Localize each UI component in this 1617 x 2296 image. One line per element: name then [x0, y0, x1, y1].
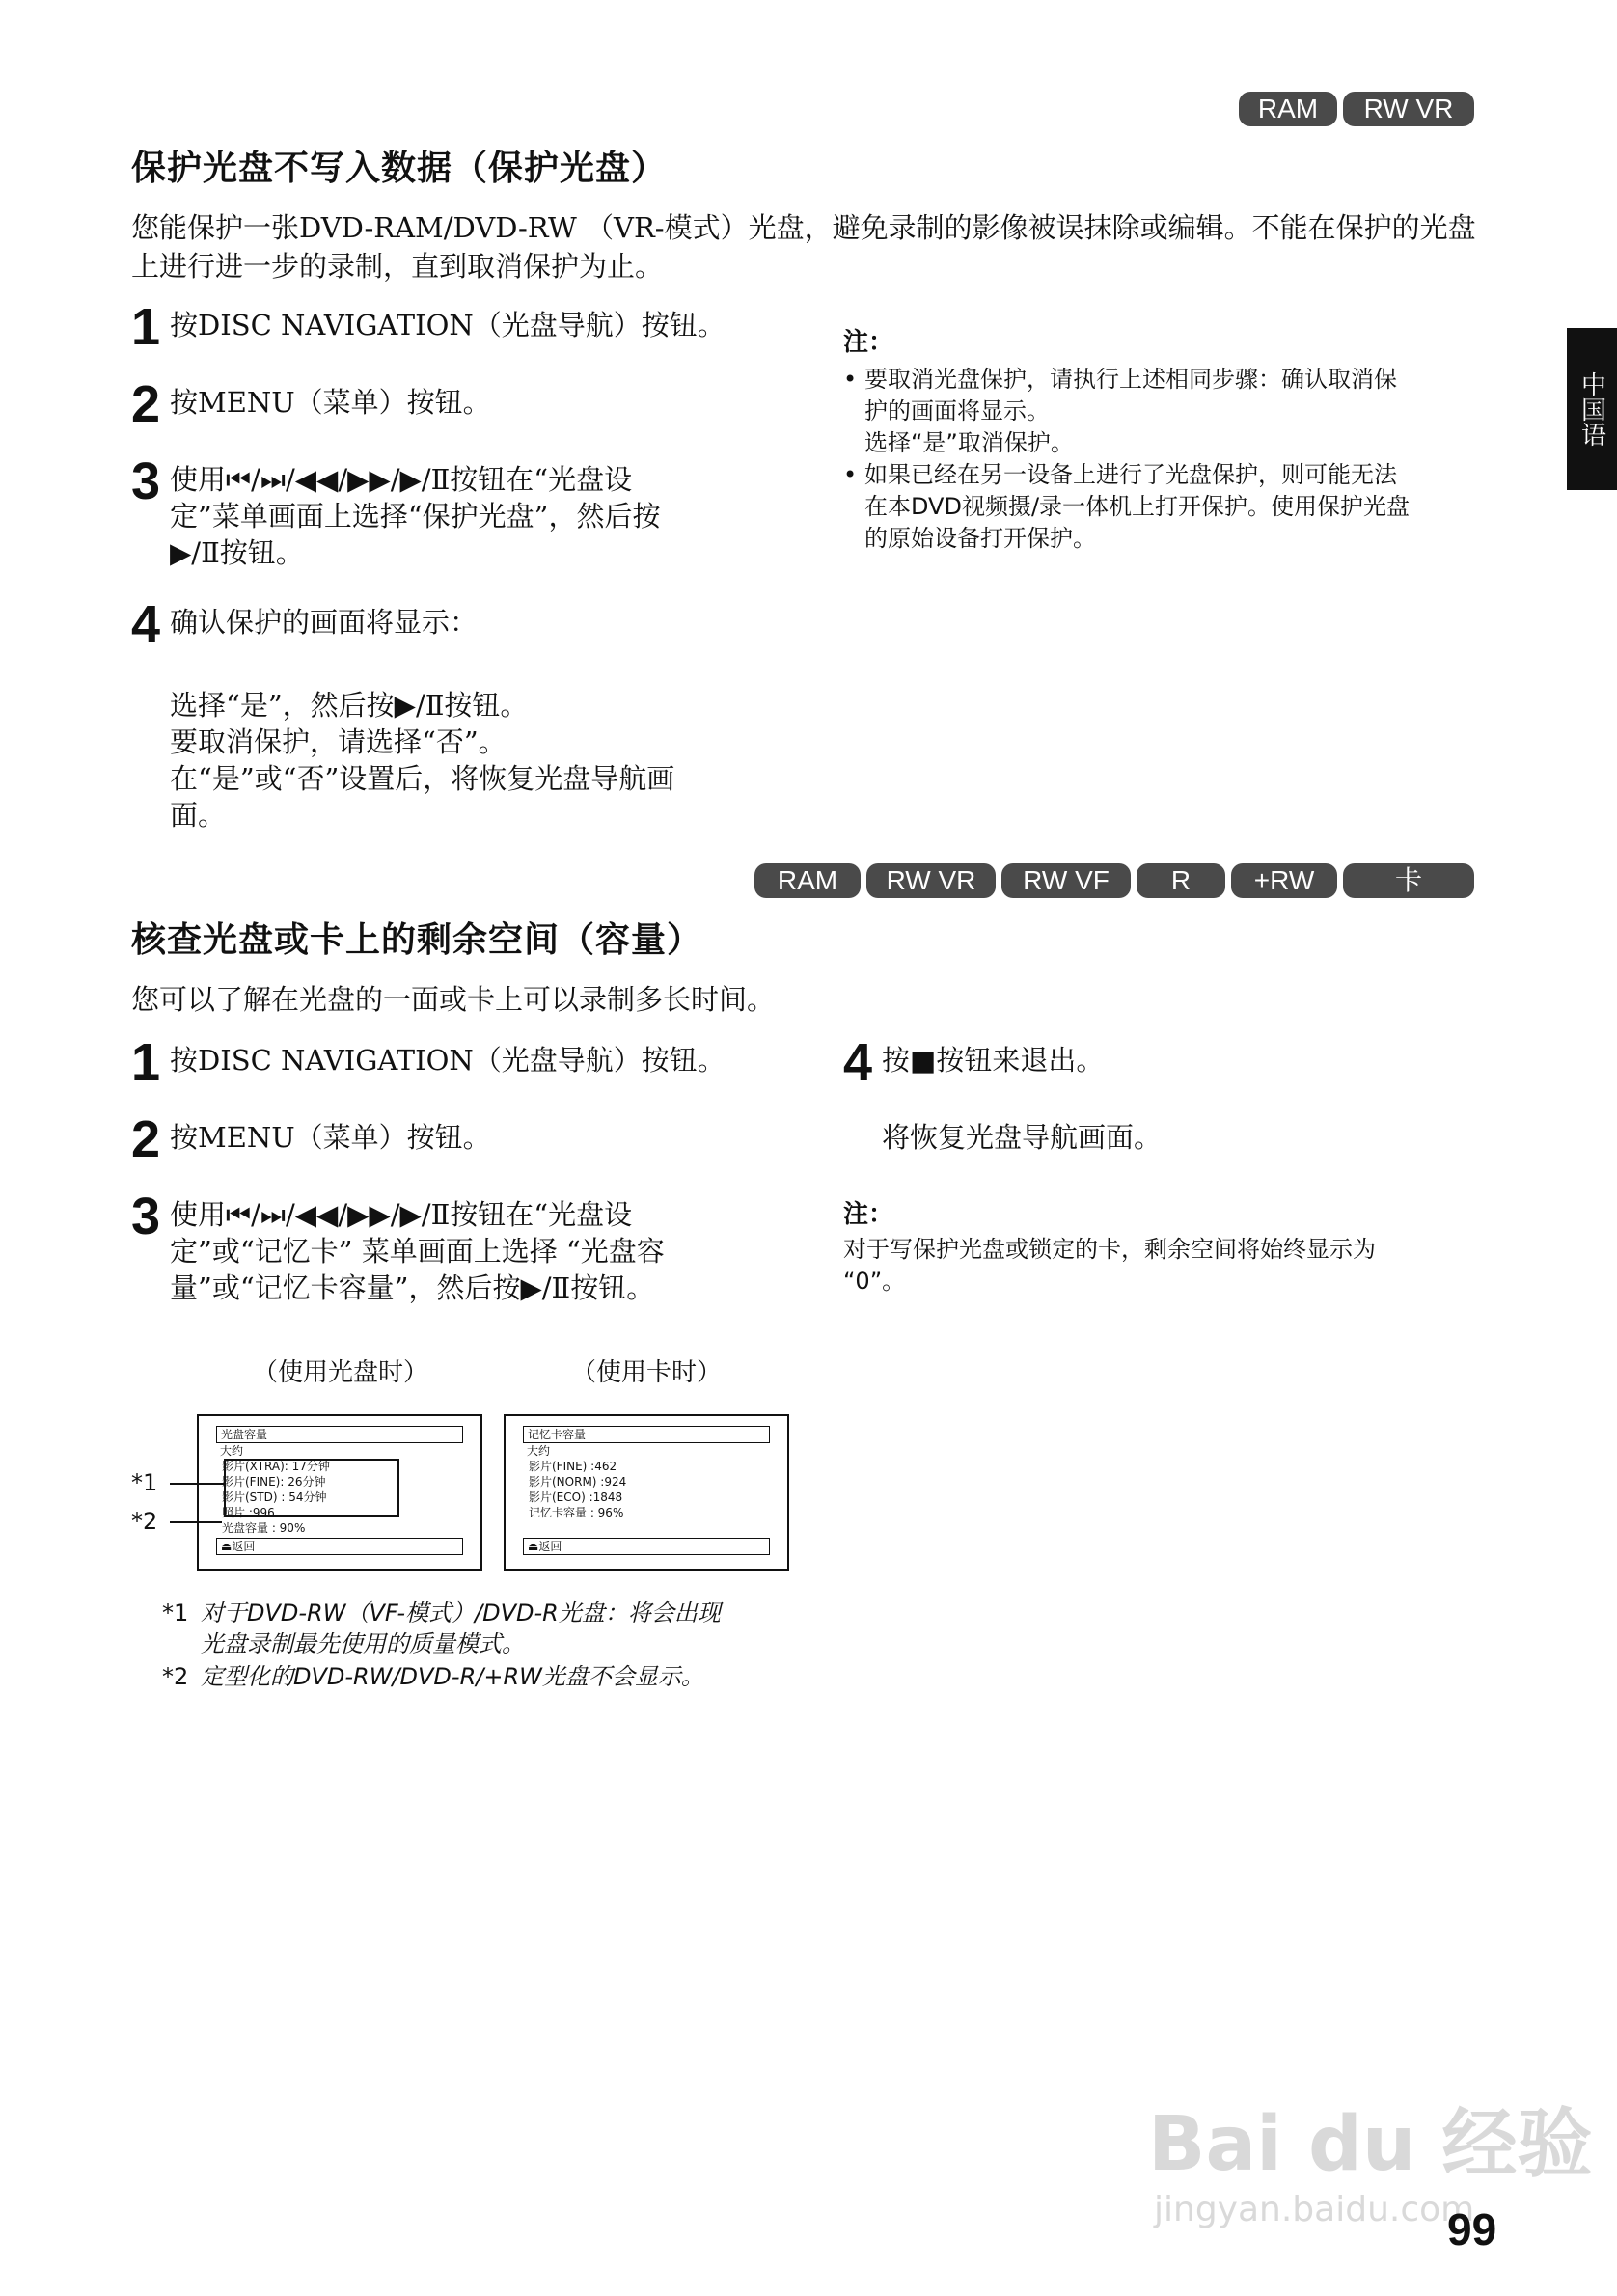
- step-text: 使用⏮/⏭/◀◀/▶▶/▶/Ⅱ按钮在“光盘设 定”菜单画面上选择“保护光盘”，然后按 ▶/Ⅱ按钮。: [170, 463, 661, 569]
- screen-approx: 大约: [220, 1444, 244, 1458]
- highlight-box: [224, 1459, 399, 1517]
- watermark-url: jingyan.baidu.com: [1154, 2190, 1475, 2229]
- language-side-tab: [1567, 328, 1617, 490]
- callout-1-line: [170, 1483, 224, 1485]
- section1-notes: [843, 322, 1519, 555]
- screen-approx: 大约: [527, 1444, 551, 1458]
- step-3: [131, 1188, 807, 1306]
- step-number: 4: [131, 595, 161, 653]
- step-text: 按MENU（菜单）按钮。: [170, 1121, 491, 1154]
- back-label: 返回: [232, 1540, 256, 1553]
- card-capacity-screen: [504, 1414, 789, 1571]
- note-title: 注：: [843, 1200, 894, 1229]
- step-3: [131, 452, 807, 571]
- page-number: 99: [1447, 2204, 1497, 2255]
- step-number: 1: [131, 1033, 161, 1091]
- section1-tags: [1239, 92, 1474, 126]
- step4-detail: 将恢复光盘导航画面。: [882, 1121, 1163, 1154]
- section2-right: [843, 1033, 1519, 1298]
- screen-title: 光盘容量: [216, 1426, 463, 1443]
- step-text: 按MENU（菜单）按钮。: [170, 386, 491, 419]
- step-number: 2: [131, 1110, 161, 1168]
- callout-2-label: *2: [131, 1508, 158, 1535]
- section1-title: 保护光盘不写入数据（保护光盘）: [131, 149, 668, 188]
- tag-r: R: [1137, 863, 1225, 898]
- step-text: 使用⏮/⏭/◀◀/▶▶/▶/Ⅱ按钮在“光盘设 定”或“记忆卡” 菜单画面上选择 “光盘容 量”或“记忆卡容量”，然后按▶/Ⅱ按钮。: [170, 1198, 665, 1304]
- footnote-mark: *1: [162, 1599, 189, 1626]
- tag-card: 卡: [1343, 863, 1474, 898]
- section2-title: 核查光盘或卡上的剩余空间（容量）: [131, 920, 703, 960]
- bullet-icon: •: [843, 461, 858, 488]
- tag-ram: RAM: [1239, 92, 1337, 126]
- section2-intro: 您可以了解在光盘的一面或卡上可以录制多长时间。: [131, 983, 776, 1016]
- callout-2-line: [170, 1521, 222, 1523]
- step-text: 按DISC NAVIGATION（光盘导航）按钮。: [170, 309, 726, 342]
- tag-ram: RAM: [754, 863, 861, 898]
- step-text: 按DISC NAVIGATION（光盘导航）按钮。: [170, 1044, 726, 1077]
- back-label: 返回: [538, 1540, 562, 1553]
- tag-rw-vr: RW VR: [1343, 92, 1474, 126]
- step-number: 4: [843, 1033, 873, 1091]
- footnotes: [162, 1598, 818, 1692]
- screen-back: [216, 1538, 463, 1555]
- step-text: 按■按钮来退出。: [882, 1044, 1105, 1077]
- screen-row: 照片 :996: [222, 1506, 275, 1519]
- step4-detail: 选择“是”，然后按▶/Ⅱ按钮。 要取消保护，请选择“否”。 在“是”或“否”设置后，将恢复光盘导航画 面。: [170, 689, 675, 832]
- footnote-mark: *2: [162, 1663, 189, 1690]
- return-icon: ⏏: [528, 1540, 539, 1553]
- side-tab-label: 中国语: [1576, 371, 1606, 447]
- step-1: [131, 298, 807, 356]
- section2-tags: [754, 863, 1474, 898]
- step-1: [131, 1033, 807, 1091]
- callout-1-label: *1: [131, 1469, 158, 1496]
- caption-card: （使用卡时）: [571, 1358, 723, 1387]
- screen-row: 影片(STD) : 54分钟: [222, 1490, 327, 1504]
- step-2: [131, 1110, 807, 1168]
- baidu-logo-watermark: Bai du 经验: [1148, 2101, 1593, 2188]
- note-text: 对于写保护光盘或锁定的卡，剩余空间将始终显示为 “0”。: [843, 1236, 1376, 1295]
- screen-row: 影片(XTRA): 17分钟: [222, 1460, 330, 1473]
- step-text: 确认保护的画面将显示：: [170, 606, 479, 639]
- section1-steps: [131, 298, 807, 653]
- step-2: [131, 375, 807, 433]
- step-4: [843, 1033, 1519, 1091]
- note-item: [843, 364, 1519, 459]
- tag-rw-vr: RW VR: [866, 863, 996, 898]
- note-title: 注：: [843, 328, 894, 357]
- screen-title: 记忆卡容量: [523, 1426, 770, 1443]
- screen-row: 记忆卡容量 : 96%: [529, 1506, 624, 1519]
- section1-intro: 您能保护一张DVD-RAM/DVD-RW （VR-模式）光盘，避免录制的影像被误抹除或编辑。不能在保护的光盘上进行进一步的录制，直到取消保护为止。: [131, 211, 1476, 283]
- footnote-1: [162, 1598, 818, 1659]
- footnote-2: [162, 1661, 818, 1692]
- step-4: [131, 595, 807, 653]
- return-icon: ⏏: [221, 1540, 233, 1553]
- step-number: 1: [131, 298, 161, 356]
- section2-steps: [131, 1033, 807, 1306]
- footnote-text: 对于DVD-RW（VF-模式）/DVD-R光盘：将会出现 光盘录制最先使用的质量模式。: [201, 1599, 721, 1657]
- footnote-text: 定型化的DVD-RW/DVD-R/+RW光盘不会显示。: [201, 1663, 704, 1690]
- screen-row: 光盘容量 : 90%: [222, 1521, 306, 1535]
- bullet-icon: •: [843, 366, 858, 393]
- screen-row: 影片(FINE): 26分钟: [222, 1475, 326, 1489]
- note-item: [843, 459, 1519, 555]
- step-number: 3: [131, 452, 161, 510]
- note-text: 要取消光盘保护，请执行上述相同步骤：确认取消保 护的画面将显示。 选择“是”取消保护。: [864, 366, 1397, 456]
- screen-row: 影片(ECO) :1848: [529, 1490, 623, 1504]
- caption-disc: （使用光盘时）: [253, 1358, 429, 1387]
- screen-row: 影片(FINE) :462: [529, 1460, 617, 1473]
- note-text: 如果已经在另一设备上进行了光盘保护，则可能无法 在本DVD视频摄/录一体机上打开保护。使用保护光盘 的原始设备打开保护。: [864, 461, 1411, 552]
- screen-back: [523, 1538, 770, 1555]
- screen-row: 影片(NORM) :924: [529, 1475, 627, 1489]
- tag-plus-rw: +RW: [1231, 863, 1337, 898]
- step-number: 3: [131, 1188, 161, 1245]
- screen-rows: [529, 1459, 787, 1520]
- tag-rw-vf: RW VF: [1001, 863, 1131, 898]
- step-number: 2: [131, 375, 161, 433]
